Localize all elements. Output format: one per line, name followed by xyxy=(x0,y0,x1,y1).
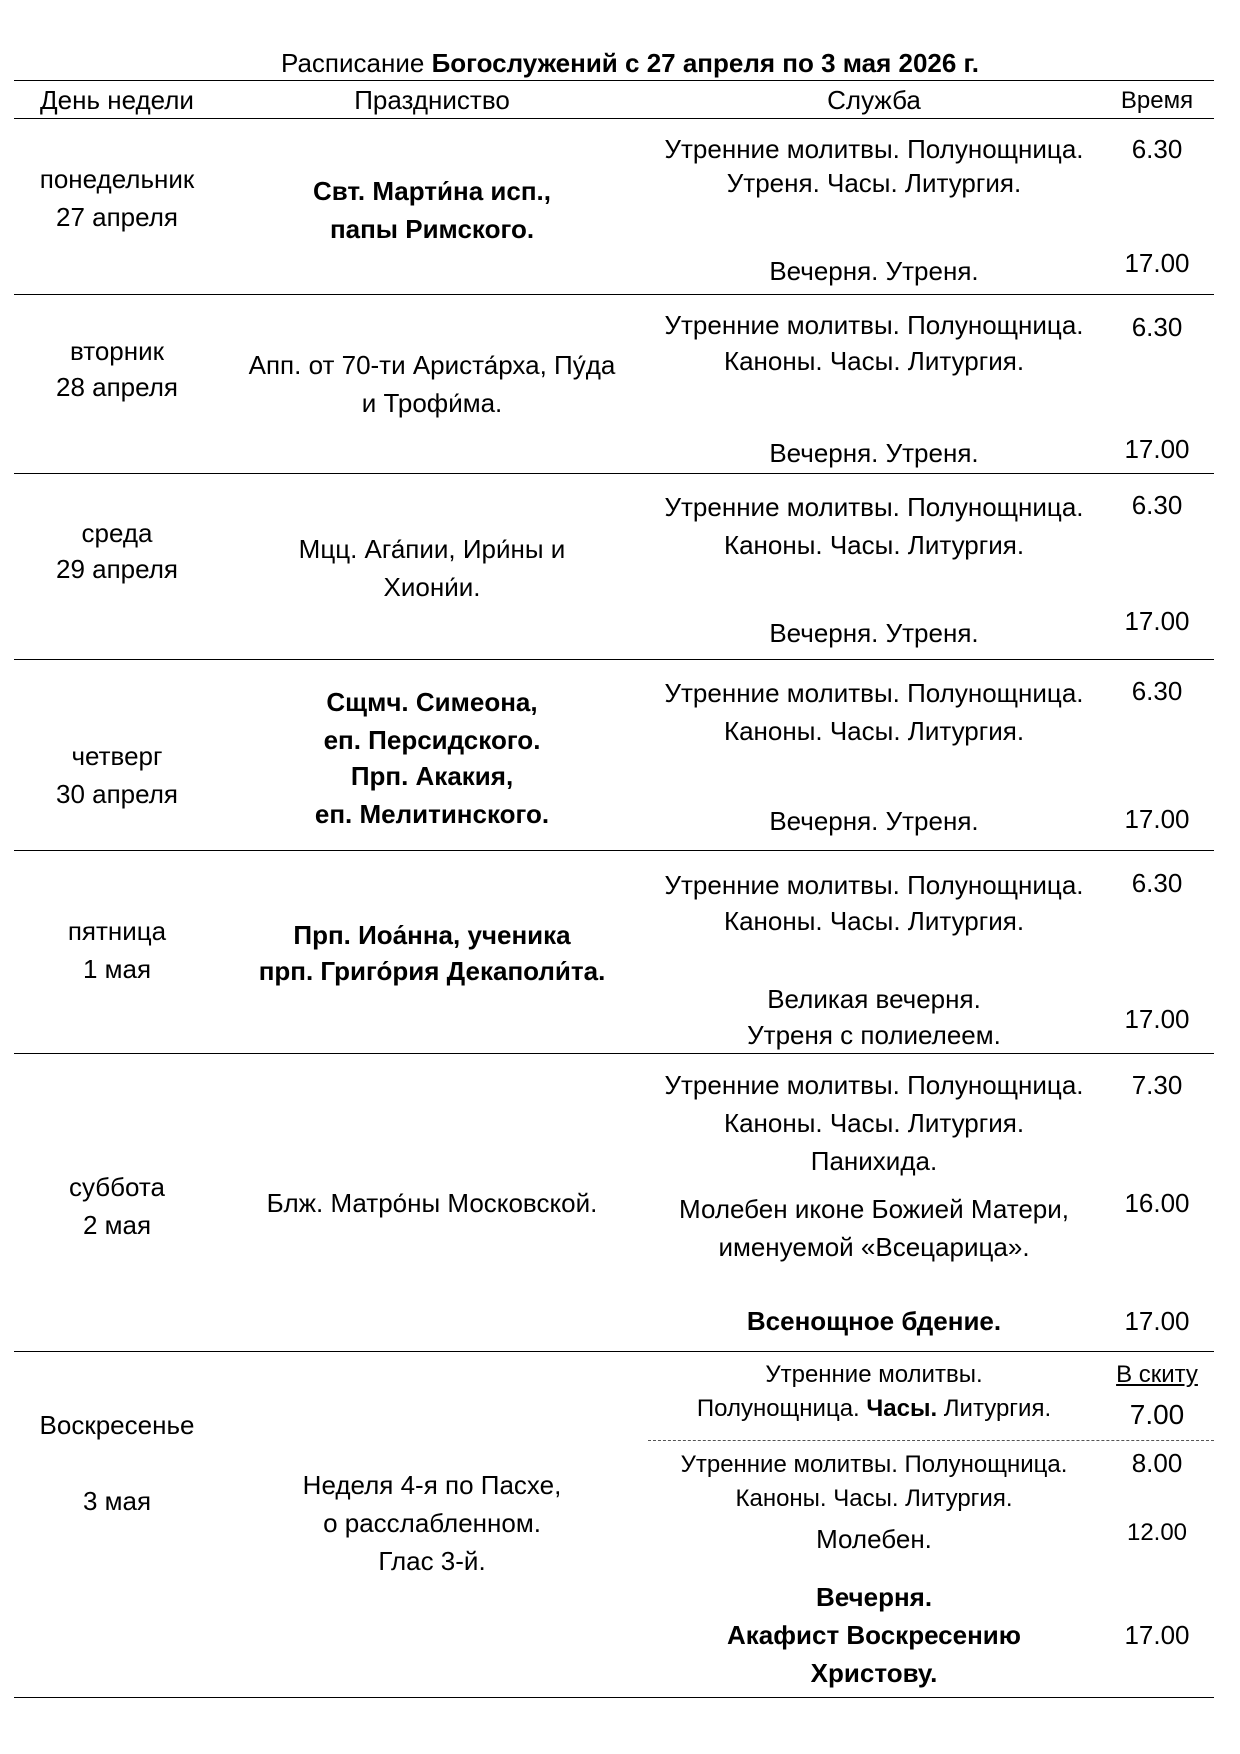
service-line: Вечерня. Утреня. xyxy=(769,618,979,648)
feast-line: Апп. от 70-ти Ариста́рха, Пу́да xyxy=(248,350,616,380)
service-time: 7.30 xyxy=(1131,1070,1183,1100)
service-time: 7.00 xyxy=(1129,1399,1185,1430)
service-time: 17.00 xyxy=(1124,248,1190,278)
feast-line: Неделя 4-я по Пасхе, xyxy=(302,1470,562,1500)
day-name: вторник xyxy=(69,336,165,366)
service-time: 6.30 xyxy=(1131,134,1183,164)
feast-line: еп. Персидского. xyxy=(323,725,541,755)
header-time: Время xyxy=(1120,87,1194,114)
service-line: Вечерня. xyxy=(815,1582,933,1612)
table-bottom-rule xyxy=(14,1697,1214,1698)
service-time: 12.00 xyxy=(1126,1519,1188,1546)
day-name: среда xyxy=(81,518,153,548)
day-date: 30 апреля xyxy=(56,779,178,809)
feast-line: Блж. Матро́ны Московской. xyxy=(266,1188,598,1218)
service-line: Утренние молитвы. Полунощница. xyxy=(664,870,1084,900)
day-date: 27 апреля xyxy=(56,202,178,232)
day-name: Воскресенье xyxy=(39,1410,195,1440)
header-day: День недели xyxy=(40,85,194,115)
dashed-divider xyxy=(648,1440,1214,1441)
service-line: Всенощное бдение. xyxy=(746,1306,1002,1336)
row-divider xyxy=(14,659,1214,660)
page-title xyxy=(200,44,1060,82)
service-time: 6.30 xyxy=(1131,676,1183,706)
service-line: Утренние молитвы. Полунощница. xyxy=(680,1451,1068,1478)
feast-line: Сщмч. Симеона, xyxy=(326,687,538,717)
service-time: 17.00 xyxy=(1124,804,1190,834)
service-line: Великая вечерня. xyxy=(767,984,981,1014)
service-line: Каноны. Часы. Литургия. xyxy=(723,716,1025,746)
day-name: понедельник xyxy=(39,164,195,194)
service-line: Вечерня. Утреня. xyxy=(769,438,979,468)
service-line: Утреня с полиелеем. xyxy=(747,1020,1001,1050)
service-line: Панихида. xyxy=(810,1146,938,1176)
feast-line: Хиони́и. xyxy=(383,572,481,602)
day-date: 28 апреля xyxy=(56,372,178,402)
service-line: Каноны. Часы. Литургия. xyxy=(723,906,1025,936)
day-date: 1 мая xyxy=(82,954,152,984)
title-prefix: Расписание xyxy=(280,48,425,78)
service-time: 6.30 xyxy=(1131,312,1183,342)
feast-line: прп. Григо́рия Декаполи́та. xyxy=(258,956,606,986)
service-line: Вечерня. Утреня. xyxy=(769,806,979,836)
service-line: Христову. xyxy=(810,1658,938,1688)
feast-line: Мцц. Ага́пии, Ири́ны и xyxy=(298,534,566,564)
service-line: Вечерня. Утреня. xyxy=(769,256,979,286)
service-line: Утренние молитвы. Полунощница. xyxy=(664,310,1084,340)
day-date: 2 мая xyxy=(82,1210,152,1240)
feast-line: Глас 3-й. xyxy=(378,1546,486,1576)
service-part: Полунощница. xyxy=(696,1395,860,1422)
skete-label: В скиту xyxy=(1116,1361,1198,1388)
day-name: четверг xyxy=(71,741,163,771)
service-line: Каноны. Часы. Литургия. xyxy=(723,1108,1025,1138)
feast-line: и Трофи́ма. xyxy=(361,388,503,418)
service-line: Каноны. Часы. Литургия. xyxy=(735,1485,1013,1512)
service-line-mixed xyxy=(648,1390,1100,1428)
feast-line: Свт. Марти́на исп., xyxy=(313,176,551,206)
row-divider xyxy=(14,473,1214,474)
service-line: Утренние молитвы. Полунощница. xyxy=(664,678,1084,708)
service-part-bold: Часы. xyxy=(866,1395,938,1422)
service-time: 17.00 xyxy=(1124,606,1190,636)
service-line: Акафист Воскресению xyxy=(727,1620,1021,1650)
feast-line: папы Римского. xyxy=(329,214,535,244)
title-main: Богослужений с 27 апреля по 3 мая 2026 г. xyxy=(431,48,980,78)
header-service: Служба xyxy=(827,85,921,115)
service-part: Литургия. xyxy=(943,1395,1052,1422)
row-divider xyxy=(14,294,1214,295)
day-date: 29 апреля xyxy=(56,554,178,584)
service-line: именуемой «Всецарица». xyxy=(718,1232,1030,1262)
service-line: Молебен. xyxy=(816,1524,932,1554)
service-time: 8.00 xyxy=(1131,1448,1183,1478)
day-name: пятница xyxy=(67,916,167,946)
service-line: Утренние молитвы. Полунощница. xyxy=(664,492,1084,522)
service-time: 16.00 xyxy=(1124,1188,1190,1218)
service-line: Утренние молитвы. Полунощница. xyxy=(664,134,1084,164)
service-time: 17.00 xyxy=(1124,1306,1190,1336)
service-line: Молебен иконе Божией Матери, xyxy=(679,1194,1069,1224)
feast-line: о расслабленном. xyxy=(323,1508,541,1538)
service-time: 17.00 xyxy=(1124,434,1190,464)
header-feast: Праздниство xyxy=(354,85,510,115)
service-time: 17.00 xyxy=(1124,1620,1190,1650)
service-time: 6.30 xyxy=(1131,868,1183,898)
feast-line: еп. Мелитинского. xyxy=(314,799,550,829)
feast-line: Прп. Иоа́нна, ученика xyxy=(293,920,571,950)
service-line: Каноны. Часы. Литургия. xyxy=(723,530,1025,560)
feast-line: Прп. Акакия, xyxy=(350,761,514,791)
row-divider xyxy=(14,1351,1214,1352)
row-divider xyxy=(14,850,1214,851)
day-date: 3 мая xyxy=(82,1486,152,1516)
service-line: Утреня. Часы. Литургия. xyxy=(726,168,1022,198)
day-name: суббота xyxy=(68,1172,166,1202)
service-line: Каноны. Часы. Литургия. xyxy=(723,346,1025,376)
service-time: 17.00 xyxy=(1124,1004,1190,1034)
service-line: Утренние молитвы. xyxy=(765,1361,983,1388)
header-bottom-rule xyxy=(14,118,1214,119)
row-divider xyxy=(14,1053,1214,1054)
service-line: Утренние молитвы. Полунощница. xyxy=(664,1070,1084,1100)
service-time: 6.30 xyxy=(1131,490,1183,520)
